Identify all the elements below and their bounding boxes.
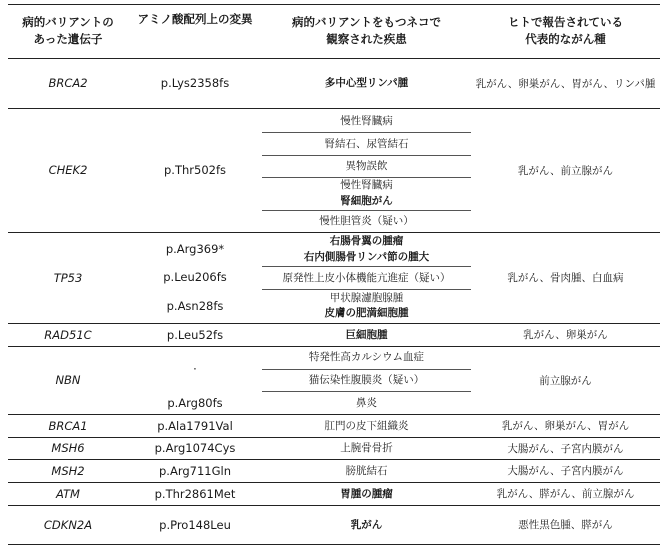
cancer-msh6: 大腸がん、子宮内膜がん — [507, 442, 624, 455]
disease-tp53: 右内側腸骨リンパ節の腫大 — [303, 251, 430, 263]
disease-msh2: 膀胱結石 — [345, 464, 388, 477]
cancer-msh2: 大腸がん、子宮内膜がん — [507, 465, 624, 477]
gene-msh2: MSH2 — [51, 463, 85, 478]
cancer-rad51c: 乳がん、卵巣がん — [523, 329, 608, 341]
gene-chek2: CHEK2 — [48, 163, 88, 177]
mutation-brca2: p.Lys2358fs — [160, 76, 230, 90]
mutation-msh2: p.Arg711Gln — [159, 463, 231, 478]
mutation-cdkn2a: p.Pro148Leu — [159, 517, 231, 532]
cancer-atm: 乳がん、膵がん、前立腺がん — [496, 488, 635, 500]
gene-atm: ATM — [56, 486, 80, 501]
disease-chek2: 異物誤飲 — [345, 160, 388, 172]
disease-nbn: 特発性高カルシウム血症 — [308, 351, 425, 363]
disease-tp53: 原発性上皮小体機能亢進症（疑い） — [282, 271, 451, 284]
mutation-chek2: p.Thr502fs — [164, 163, 226, 177]
mutation-nbn: · — [193, 362, 197, 376]
cancer-brca2: 乳がん、卵巣がん、胃がん、リンパ腫 — [475, 77, 656, 90]
disease-rad51c: 巨細胞腫 — [345, 328, 388, 341]
disease-atm: 胃腫の腫瘤 — [340, 487, 393, 500]
disease-brca1: 肛門の皮下組織炎 — [324, 419, 409, 432]
header-gene-line1: 病的バリアントの — [22, 15, 114, 29]
table-top-rule — [8, 4, 660, 5]
disease-msh6: 上腕骨骨折 — [340, 442, 393, 454]
disease-brca2: 多中心型リンパ腫 — [324, 77, 409, 89]
mutation-brca1: p.Ala1791Val — [157, 418, 233, 433]
disease-chek2: 慢性腎臓病 — [340, 179, 393, 191]
mutation-atm: p.Thr2861Met — [154, 486, 236, 501]
disease-tp53: 皮膚の肥満細胞腫 — [324, 307, 409, 319]
gene-rad51c: RAD51C — [44, 327, 92, 342]
header-gene-line2: あった遺伝子 — [33, 32, 103, 46]
gene-tp53: TP53 — [53, 270, 83, 285]
disease-chek2: 慢性胆管炎（疑い） — [319, 215, 414, 227]
cancer-cdkn2a: 悪性黒色腫、膵がん — [518, 519, 613, 531]
mutation-rad51c: p.Leu52fs — [166, 327, 224, 342]
gene-brca1: BRCA1 — [48, 418, 88, 433]
disease-tp53: 甲状腺濾胞腺腫 — [329, 291, 404, 304]
header-cancer-line1: ヒトで報告されている — [508, 15, 623, 29]
header-cancer-line2: 代表的ながん種 — [525, 32, 606, 46]
disease-cdkn2a: 乳がん — [350, 518, 383, 531]
header-gene — [8, 8, 128, 54]
mutation-msh6: p.Arg1074Cys — [154, 441, 236, 455]
disease-chek2: 腎結石、尿管結石 — [324, 137, 409, 150]
mutation-tp53: p.Arg369* — [165, 242, 225, 256]
gene-cdkn2a: CDKN2A — [43, 517, 93, 532]
disease-chek2: 腎細胞がん — [340, 195, 393, 207]
cancer-chek2: 乳がん、前立腺がん — [517, 164, 614, 177]
header-disease-line1: 病的バリアントをもつネコで — [291, 15, 442, 29]
header-disease — [262, 8, 471, 54]
header-mutation — [128, 8, 262, 30]
cancer-brca1: 乳がん、卵巣がん、胃がん — [501, 420, 630, 432]
header-cancer — [471, 8, 660, 54]
mutation-tp53: p.Leu206fs — [163, 270, 227, 284]
header-mutation-label: アミノ酸配列上の変異 — [137, 11, 253, 26]
disease-nbn: 鼻炎 — [356, 396, 377, 409]
mutation-tp53: p.Asn28fs — [166, 298, 224, 313]
disease-nbn: 猫伝染性腹膜炎（疑い） — [308, 374, 425, 386]
gene-nbn: NBN — [55, 373, 81, 387]
gene-msh6: MSH6 — [51, 441, 85, 455]
gene-brca2: BRCA2 — [48, 76, 88, 90]
cancer-nbn: 前立腺がん — [539, 374, 592, 387]
table-bottom-rule — [8, 544, 660, 545]
cancer-tp53: 乳がん、骨肉腫、白血病 — [507, 272, 624, 284]
mutation-nbn: p.Arg80fs — [167, 395, 223, 410]
disease-chek2: 慢性腎臓病 — [340, 114, 393, 127]
disease-tp53: 右腸骨翼の腫瘤 — [329, 235, 404, 247]
header-disease-line2: 観察された疾患 — [326, 32, 407, 46]
